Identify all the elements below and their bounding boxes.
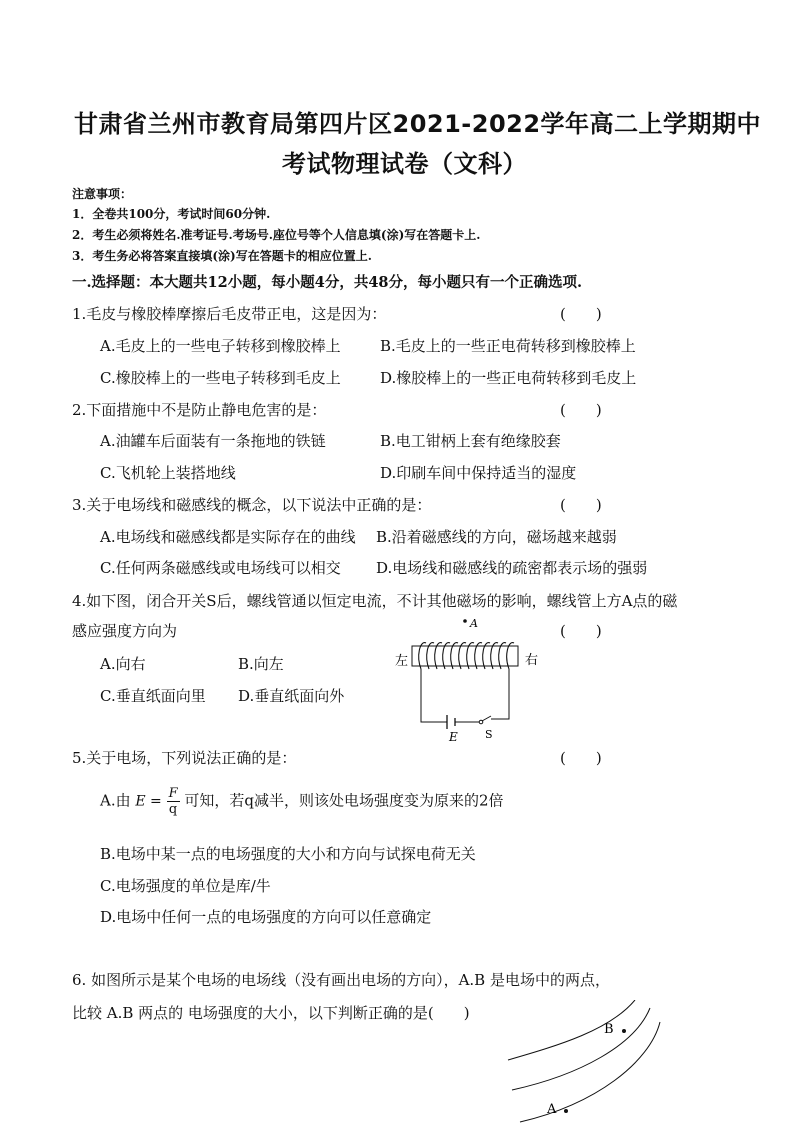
solenoid-coil <box>419 643 514 669</box>
question-2-option-a: A.油罐车后面装有一条拖地的铁链 <box>100 432 326 450</box>
section-heading: 一.选择题：本大题共12小题，每小题4分，共48分，每小题只有一个正确选项. <box>72 274 583 291</box>
question-4-answer-paren: ( ) <box>560 622 602 640</box>
question-4-option-b: B.向左 <box>238 655 284 673</box>
question-2-answer-paren: ( ) <box>560 401 602 419</box>
option-a-prefix: A.由 <box>100 791 131 810</box>
question-1-answer-paren: ( ) <box>560 305 602 323</box>
question-1-option-b: B.毛皮上的一些正电荷转移到橡胶棒上 <box>380 337 636 355</box>
question-5-stem: 5.关于电场，下列说法正确的是： <box>72 749 297 767</box>
formula-numerator: F <box>168 786 178 801</box>
question-2-option-d: D.印刷车间中保持适当的湿度 <box>380 464 577 482</box>
battery-symbol <box>447 715 455 729</box>
question-2-option-b: B.电工钳柄上套有绝缘胶套 <box>380 432 561 450</box>
question-5-option-b: B.电场中某一点的电场强度的大小和方向与试探电荷无关 <box>100 845 476 863</box>
point-a-label: A <box>470 617 478 630</box>
note-item-2: 2．考生必须将姓名.准考证号.考场号.座位号等个人信息填(涂)写在答题卡上. <box>72 228 481 242</box>
question-6-stem-line1: 6. 如图所示是某个电场的电场线（没有画出电场的方向），A.B 是电场中的两点， <box>72 971 610 989</box>
question-2-stem: 2.下面措施中不是防止静电危害的是： <box>72 401 327 419</box>
left-label: 左 <box>395 654 409 669</box>
question-5-option-c: C.电场强度的单位是库/牛 <box>100 877 271 895</box>
formula-lhs: E = <box>135 793 162 810</box>
question-2-option-c: C.飞机轮上装搭地线 <box>100 464 236 482</box>
field-lines <box>508 1000 660 1122</box>
switch-symbol <box>479 716 491 724</box>
solenoid-circuit-figure <box>385 612 555 747</box>
question-3-stem: 3.关于电场线和磁感线的概念，以下说法中正确的是： <box>72 496 432 514</box>
page-title-line1: 甘肃省兰州市教育局第四片区2021-2022学年高二上学期期中 <box>74 110 762 138</box>
formula-fraction <box>167 786 180 817</box>
option-a-suffix: 可知，若q减半，则该处电场强度变为原来的2倍 <box>184 791 504 810</box>
question-3-option-c: C.任何两条磁感线或电场线可以相交 <box>100 559 341 577</box>
note-item-1: 1．全卷共100分，考试时间60分钟. <box>72 207 271 221</box>
question-1-stem: 1.毛皮与橡胶棒摩擦后毛皮带正电，这是因为： <box>72 305 387 323</box>
question-1-option-a: A.毛皮上的一些电子转移到橡胶棒上 <box>100 337 341 355</box>
right-label: 右 <box>525 653 539 668</box>
question-5-option-d: D.电场中任何一点的电场强度的方向可以任意确定 <box>100 908 432 926</box>
question-3-option-b: B.沿着磁感线的方向，磁场越来越弱 <box>376 528 617 546</box>
question-4-stem-line1: 4.如下图，闭合开关S后，螺线管通以恒定电流，不计其他磁场的影响，螺线管上方A点的磁 <box>72 592 678 610</box>
question-3-option-d: D.电场线和磁感线的疏密都表示场的强弱 <box>376 559 648 577</box>
circuit-wires <box>421 669 509 722</box>
formula-denominator: q <box>168 802 178 817</box>
note-item-3: 3．考生务必将答案直接填(涂)写在答题卡的相应位置上. <box>72 249 372 263</box>
battery-label: E <box>449 730 458 744</box>
switch-label: S <box>485 728 493 741</box>
point-a-dot <box>564 1109 568 1113</box>
question-3-answer-paren: ( ) <box>560 496 602 514</box>
question-1-option-c: C.橡胶棒上的一些电子转移到毛皮上 <box>100 369 341 387</box>
point-b-dot <box>622 1029 626 1033</box>
notes-heading: 注意事项： <box>72 187 133 201</box>
question-4-stem-line2: 感应强度方向为 <box>72 622 178 640</box>
point-b-label: B <box>604 1022 614 1037</box>
page-title-line2: 考试物理试卷（文科） <box>282 150 527 178</box>
question-1-option-d: D.橡胶棒上的一些正电荷转移到毛皮上 <box>380 369 637 387</box>
point-a-label: A <box>547 1102 557 1117</box>
question-5-answer-paren: ( ) <box>560 749 602 767</box>
question-4-option-c: C.垂直纸面向里 <box>100 687 206 705</box>
field-lines-figure <box>500 1000 670 1123</box>
question-5-option-a <box>100 786 504 817</box>
question-4-option-a: A.向右 <box>100 655 146 673</box>
point-a-dot <box>463 619 467 623</box>
question-3-option-a: A.电场线和磁感线都是实际存在的曲线 <box>100 528 356 546</box>
question-6-stem-line2: 比较 A.B 两点的 电场强度的大小，以下判断正确的是( ) <box>72 1004 470 1022</box>
question-4-option-d: D.垂直纸面向外 <box>238 687 345 705</box>
